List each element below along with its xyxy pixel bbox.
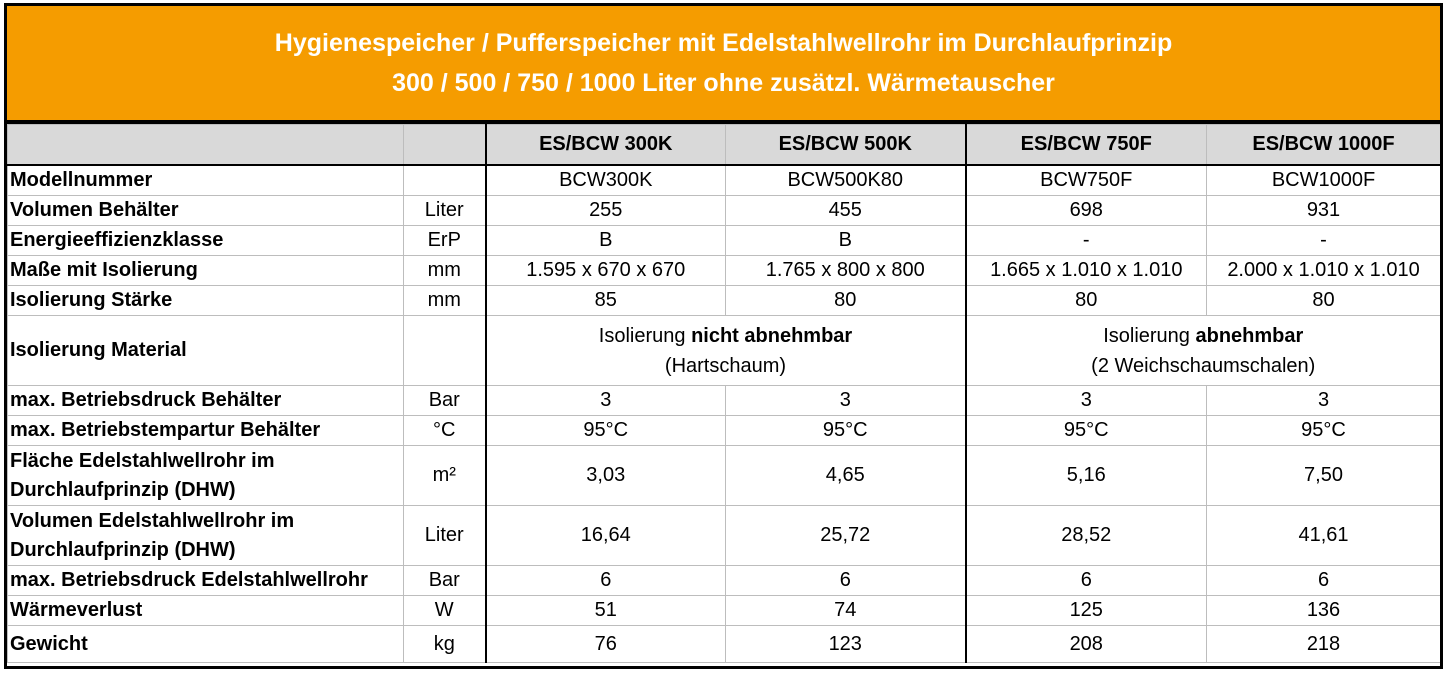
value-cell: 95°C: [1207, 416, 1441, 446]
row-unit: kg: [404, 626, 486, 663]
row-unit: mm: [404, 256, 486, 286]
value-cell: B: [726, 226, 966, 256]
insulation-sub: (Hartschaum): [664, 354, 787, 377]
value-cell: 95°C: [486, 416, 726, 446]
model-header: ES/BCW 500K: [726, 125, 966, 166]
value-cell: 3: [1207, 386, 1441, 416]
value-cell: 255: [486, 196, 726, 226]
row-unit: °C: [404, 416, 486, 446]
row-unit: W: [404, 596, 486, 626]
value-cell: 6: [966, 566, 1207, 596]
value-cell: 6: [1207, 566, 1441, 596]
value-cell: BCW300K: [486, 165, 726, 196]
value-cell: 6: [726, 566, 966, 596]
value-cell: -: [966, 226, 1207, 256]
value-cell: 455: [726, 196, 966, 226]
row-unit: ErP: [404, 226, 486, 256]
row-label: Maße mit Isolierung: [8, 256, 404, 286]
row-label: max. Betriebsdruck Behälter: [8, 386, 404, 416]
row-label: Isolierung Stärke: [8, 286, 404, 316]
row-unit: Liter: [404, 196, 486, 226]
value-cell: 3,03: [486, 446, 726, 506]
value-cell: 28,52: [966, 506, 1207, 566]
insulation-type: nicht abnehmbar: [691, 324, 853, 347]
row-label: Wärmeverlust: [8, 596, 404, 626]
value-cell: 41,61: [1207, 506, 1441, 566]
value-cell: 74: [726, 596, 966, 626]
value-cell: 76: [486, 626, 726, 663]
value-cell: 16,64: [486, 506, 726, 566]
value-cell: 3: [726, 386, 966, 416]
value-cell: 218: [1207, 626, 1441, 663]
row-label: Isolierung Material: [8, 316, 404, 386]
value-cell: 95°C: [966, 416, 1207, 446]
row-label: max. Betriebstempartur Behälter: [8, 416, 404, 446]
row-unit: Bar: [404, 566, 486, 596]
model-header: ES/BCW 300K: [486, 125, 726, 166]
value-cell: 698: [966, 196, 1207, 226]
row-label: Modellnummer: [8, 165, 404, 196]
row-label: Fläche Edelstahlwellrohr im Durchlaufprinzip (DHW): [8, 446, 404, 506]
row-label: Volumen Edelstahlwellrohr im Durchlaufprinzip (DHW): [8, 506, 404, 566]
value-cell: 208: [966, 626, 1207, 663]
value-cell: BCW750F: [966, 165, 1207, 196]
row-unit: Bar: [404, 386, 486, 416]
model-header: ES/BCW 750F: [966, 125, 1207, 166]
value-cell: 6: [486, 566, 726, 596]
value-cell: 7,50: [1207, 446, 1441, 506]
value-cell: 25,72: [726, 506, 966, 566]
value-cell: 125: [966, 596, 1207, 626]
value-cell: 1.595 x 670 x 670: [486, 256, 726, 286]
value-cell: 1.765 x 800 x 800: [726, 256, 966, 286]
value-cell: 931: [1207, 196, 1441, 226]
row-label: Energieeffizienzklasse: [8, 226, 404, 256]
value-cell: B: [486, 226, 726, 256]
value-cell: 3: [486, 386, 726, 416]
value-cell: 95°C: [726, 416, 966, 446]
row-unit: Liter: [404, 506, 486, 566]
value-cell: 2.000 x 1.010 x 1.010: [1207, 256, 1441, 286]
value-cell: BCW1000F: [1207, 165, 1441, 196]
insulation-prefix: Isolierung: [598, 324, 692, 347]
value-cell: 51: [486, 596, 726, 626]
value-cell: 136: [1207, 596, 1441, 626]
value-cell: 1.665 x 1.010 x 1.010: [966, 256, 1207, 286]
value-cell: 123: [726, 626, 966, 663]
insulation-type: abnehmbar: [1195, 324, 1304, 347]
insulation-prefix: Isolierung: [1103, 324, 1196, 347]
title-line-1: Hygienespeicher / Pufferspeicher mit Edelstahlwellrohr im Durchlaufprinzip: [274, 29, 1173, 57]
value-cell: 3: [966, 386, 1207, 416]
value-cell: 5,16: [966, 446, 1207, 506]
row-unit: mm: [404, 286, 486, 316]
value-cell: 4,65: [726, 446, 966, 506]
title-line-2: 300 / 500 / 750 / 1000 Liter ohne zusätzl. Wärmetauscher: [392, 69, 1055, 97]
row-unit: m²: [404, 446, 486, 506]
row-label: Volumen Behälter: [8, 196, 404, 226]
value-cell: 80: [966, 286, 1207, 316]
insulation-sub: (2 Weichschaumschalen): [1091, 354, 1316, 377]
value-cell: 80: [1207, 286, 1441, 316]
model-header: ES/BCW 1000F: [1207, 125, 1441, 166]
row-label: max. Betriebsdruck Edelstahlwellrohr: [8, 566, 404, 596]
value-cell: 85: [486, 286, 726, 316]
value-cell: -: [1207, 226, 1441, 256]
row-label: Gewicht: [8, 626, 404, 663]
value-cell: 80: [726, 286, 966, 316]
value-cell: BCW500K80: [726, 165, 966, 196]
table-frame: [4, 3, 1443, 669]
